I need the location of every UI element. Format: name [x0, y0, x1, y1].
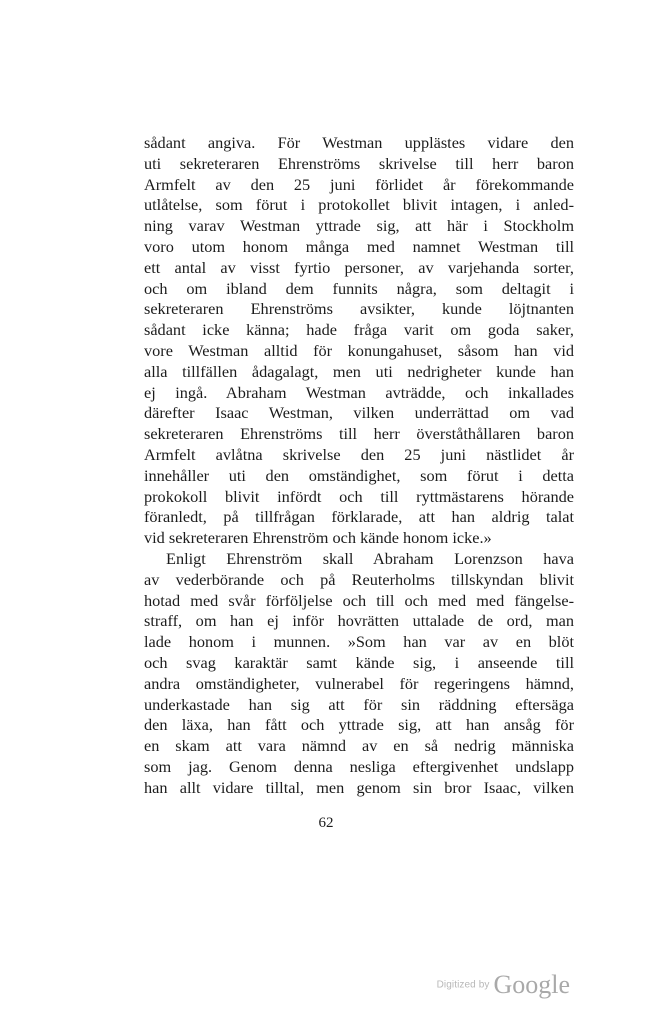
text-line: vid sekreteraren Ehrenström och kände honom icke.»: [144, 528, 492, 548]
text-line: hotad med svår förföljelse och till och med med fängelse-: [144, 590, 574, 610]
digitized-watermark: [437, 970, 570, 1000]
text-line: en skam att vara nämnd av en så nedrig människa: [144, 736, 574, 756]
text-line: Armfelt av den 25 juni förlidet år förekommande: [144, 174, 574, 194]
text-line: ej ingå. Abraham Westman avträdde, och inkallades: [144, 382, 574, 402]
text-line: andra omständigheter, vulnerabel för regeringens hämnd,: [144, 673, 574, 693]
text-line: utlåtelse, som förut i protokollet blivit intagen, i anled-: [144, 195, 574, 215]
text-line: straff, om han ej inför hovrätten uttalade de ord, man: [144, 611, 574, 631]
text-line: sekreteraren Ehrenströms avsikter, kunde löjtnanten: [144, 299, 574, 319]
body-text: [144, 133, 574, 799]
text-line: vore Westman alltid för konungahuset, såsom han vid: [144, 340, 574, 360]
text-line: och svag karaktär samt kände sig, i anseende till: [144, 652, 574, 672]
text-line: underkastade han sig att för sin räddning eftersäga: [144, 694, 574, 714]
text-line: voro utom honom många med namnet Westman till: [144, 236, 574, 256]
text-line: som jag. Genom denna nesliga eftergivenhet undslapp: [144, 756, 574, 776]
text-line: ning varav Westman yttrade sig, att här i Stockholm: [144, 216, 574, 236]
text-line: uti sekreteraren Ehrenströms skrivelse till herr baron: [144, 153, 574, 173]
page-number: 62: [318, 815, 334, 831]
text-line: den läxa, han fått och yttrade sig, att han ansåg för: [144, 715, 574, 735]
text-line: sådant icke känna; hade fråga varit om goda saker,: [144, 320, 574, 340]
google-logo: Google: [493, 970, 570, 999]
text-line: lade honom i munnen. »Som han var av en blöt: [144, 632, 574, 652]
text-line: sådant angiva. För Westman upplästes vidare den: [144, 133, 574, 152]
text-line: innehåller uti den omständighet, som förut i detta: [144, 465, 574, 485]
text-line: och om ibland dem funnits några, som deltagit i: [144, 278, 574, 298]
text-line: ett antal av visst fyrtio personer, av varjehanda sorter,: [144, 257, 574, 277]
text-line: av vederbörande och på Reuterholms tillskyndan blivit: [144, 569, 574, 589]
text-line: prokokoll blivit infördt och till ryttmästarens hörande: [144, 486, 574, 506]
text-line: sekreteraren Ehrenströms till herr överståthållaren baron: [144, 424, 574, 444]
text-line: alla tillfällen ådagalagt, men uti nedrigheter kunde han: [144, 361, 574, 381]
text-line: han allt vidare tilltal, men genom sin bror Isaac, vilken: [144, 777, 574, 797]
text-line: Enligt Ehrenström skall Abraham Lorenzson hava: [166, 548, 574, 568]
text-line: Armfelt avlåtna skrivelse den 25 juni nästlidet år: [144, 444, 574, 464]
watermark-prefix: Digitized by: [436, 979, 490, 991]
text-line: därefter Isaac Westman, vilken underrättad om vad: [144, 403, 574, 423]
text-line: föranledt, på tillfrågan förklarade, att han aldrig talat: [144, 507, 574, 527]
